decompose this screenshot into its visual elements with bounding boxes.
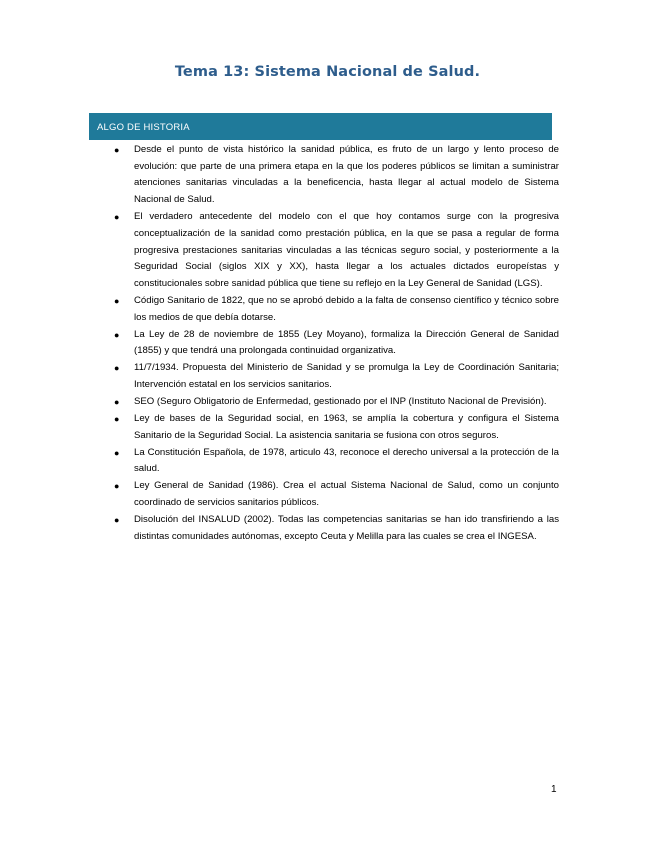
list-item-text: 11/7/1934. Propuesta del Ministerio de Sanidad y se promulga la Ley de Coordinación Sanitaria; Intervención estatal en los servicios sanitarios. bbox=[134, 362, 559, 391]
list-item-text: La Ley de 28 de noviembre de 1855 (Ley Moyano), formaliza la Dirección General de Sanidad (1855) y que tendrá una prolongada continuidad organizativa. bbox=[134, 328, 559, 357]
list-item bbox=[114, 394, 559, 411]
list-item bbox=[114, 209, 559, 293]
list-item bbox=[114, 360, 559, 393]
list-item-text: Ley General de Sanidad (1986). Crea el actual Sistema Nacional de Salud, como un conjunto coordinado de servicios sanitarios públicos. bbox=[134, 480, 559, 509]
bullet-icon: ● bbox=[114, 414, 120, 425]
list-item bbox=[114, 293, 559, 326]
bullet-icon: ● bbox=[114, 481, 120, 492]
list-item-text: SEO (Seguro Obligatorio de Enfermedad, gestionado por el INP (Instituto Nacional de Previsión). bbox=[134, 396, 547, 408]
list-item bbox=[114, 512, 559, 545]
section-heading: ALGO DE HISTORIA bbox=[97, 122, 190, 133]
bullet-icon: ● bbox=[114, 515, 120, 526]
bullet-icon: ● bbox=[114, 212, 120, 223]
bullet-icon: ● bbox=[114, 295, 120, 306]
list-item-text: Código Sanitario de 1822, que no se aprobó debido a la falta de consenso científico y técnico sobre los medios de que debía dotarse. bbox=[134, 294, 559, 323]
bullet-icon: ● bbox=[114, 397, 120, 408]
list-item-text: Desde el punto de vista histórico la sanidad pública, es fruto de un largo y lento proceso de evolución: que parte de una primera etapa en la que los poderes públicos se limitan a suministrar atenciones sanitarias vinculadas a la beneficencia, hasta llegar al actual modelo de Sistema Nacional de Salud. bbox=[134, 144, 559, 206]
list-item bbox=[114, 478, 559, 511]
list-item-text: Disolución del INSALUD (2002). Todas las competencias sanitarias se han ido transfiriendo a las distintas comunidades autónomas, excepto Ceuta y Melilla para las cuales se crea el INGESA. bbox=[134, 514, 559, 542]
list-item-text: Ley de bases de la Seguridad social, en 1963, se amplía la cobertura y configura el Sistema Sanitario de la Seguridad Social. La asistencia sanitaria se fusiona con otros seguros. bbox=[134, 413, 559, 441]
history-bullet-list bbox=[114, 142, 559, 546]
list-item-text: La Constitución Española, de 1978, articulo 43, reconoce el derecho universal a la protección de la salud. bbox=[134, 446, 559, 475]
list-item bbox=[114, 142, 559, 209]
list-item bbox=[114, 411, 559, 444]
bullet-icon: ● bbox=[114, 145, 120, 155]
bullet-icon: ● bbox=[114, 329, 120, 340]
section-header-bar bbox=[89, 113, 552, 140]
bullet-icon: ● bbox=[114, 363, 120, 374]
page-number: 1 bbox=[551, 784, 557, 795]
bullet-icon: ● bbox=[114, 447, 120, 458]
list-item bbox=[114, 445, 559, 478]
list-item bbox=[114, 327, 559, 360]
list-item-text: El verdadero antecedente del modelo con el que hoy contamos surge con la progresiva conceptualización de la sanidad como prestación pública, en la que se pasa a regular de forma progresiva prestaciones sanitarias vinculadas a las técnicas seguro social, y posteriormente a la Seguridad Social (siglos XIX y XX), hasta llegar a los actuales dictados europeístas y constitucionales sobre sanidad pública que tiene su reflejo en la Ley General de Sanidad (LGS). bbox=[134, 211, 559, 289]
document-title: Tema 13: Sistema Nacional de Salud. bbox=[174, 64, 481, 80]
